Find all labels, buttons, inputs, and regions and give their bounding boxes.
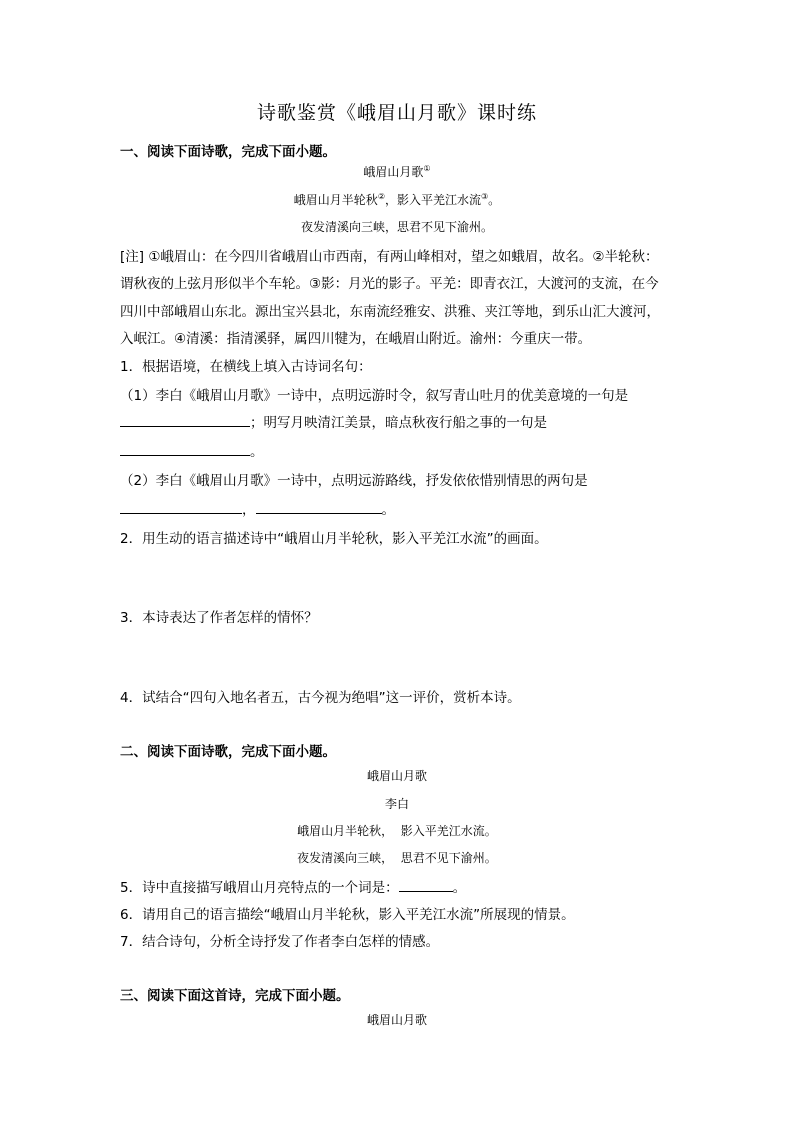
- section3-poem-title: 峨眉山月歌: [366, 1013, 427, 1027]
- question-1-2-answer: ， 。: [120, 498, 680, 518]
- section1-heading: 一、阅读下面诗歌，完成下面小题。: [120, 144, 336, 160]
- answer-blank[interactable]: [120, 499, 242, 514]
- section1-poem-title: 峨眉山月歌①: [363, 164, 431, 179]
- question-1: 1．根据语境，在横线上填入古诗词名句：: [120, 359, 372, 375]
- section1-poem-line2: 夜发清溪向三峡，思君不见下渝州。: [300, 220, 493, 234]
- question-4: 4．试结合“四句入地名者五，古今视为绝唱”这一评价，赏析本诗。: [120, 690, 521, 706]
- section3-heading: 三、阅读下面这首诗，完成下面小题。: [120, 988, 350, 1004]
- note-line: [注] ①峨眉山：在今四川省峨眉山市西南，有两山峰相对，望之如蛾眉，故名。②半轮秋：: [120, 249, 659, 265]
- question-1-1-end: 。: [120, 440, 680, 460]
- section2-poem-title: 峨眉山月歌: [366, 769, 427, 783]
- section2-poem-line1: 峨眉山月半轮秋， 影入平羌江水流。: [297, 824, 497, 838]
- answer-blank[interactable]: [120, 441, 250, 456]
- question-3: 3．本诗表达了作者怎样的情怀？: [120, 610, 318, 626]
- question-1-2: （2）李白《峨眉山月歌》一诗中，点明远游路线，抒发依依惜别情思的两句是: [120, 473, 588, 489]
- question-1-1-continued: ；明写月映清江美景，暗点秋夜行船之事的一句是: [120, 411, 680, 431]
- question-5: 5．诗中直接描写峨眉山月亮特点的一个词是： 。: [120, 876, 680, 896]
- answer-blank[interactable]: [120, 412, 250, 427]
- note-line: 谓秋夜的上弦月形似半个车轮。③影：月光的影子。平羌：即青衣江，大渡河的支流，在今: [120, 276, 659, 292]
- page-title: 诗歌鉴赏《峨眉山月歌》课时练: [256, 102, 537, 124]
- question-1-1: （1）李白《峨眉山月歌》一诗中，点明远游时令，叙写青山吐月的优美意境的一句是: [120, 388, 629, 404]
- section2-poem-author: 李白: [384, 797, 409, 811]
- section2-poem-line2: 夜发清溪向三峡， 思君不见下渝州。: [297, 851, 497, 865]
- section1-poem-line1: 峨眉山月半轮秋②，影入平羌江水流③。: [293, 192, 501, 207]
- question-2: 2．用生动的语言描述诗中“峨眉山月半轮秋，影入平羌江水流”的画面。: [120, 531, 548, 547]
- question-6: 6．请用自己的语言描绘“峨眉山月半轮秋，影入平羌江水流”所展现的情景。: [120, 907, 575, 923]
- answer-blank[interactable]: [399, 877, 453, 892]
- note-line: 四川中部峨眉山东北。源出宝兴县北，东南流经雅安、洪雅、夹江等地，到乐山汇大渡河，: [120, 304, 660, 320]
- section2-heading: 二、阅读下面诗歌，完成下面小题。: [120, 744, 336, 760]
- answer-blank[interactable]: [256, 499, 382, 514]
- note-line: 入岷江。④清溪：指清溪驿，属四川犍为，在峨眉山附近。渝州：今重庆一带。: [120, 331, 592, 347]
- question-7: 7．结合诗句，分析全诗抒发了作者李白怎样的情感。: [120, 934, 440, 950]
